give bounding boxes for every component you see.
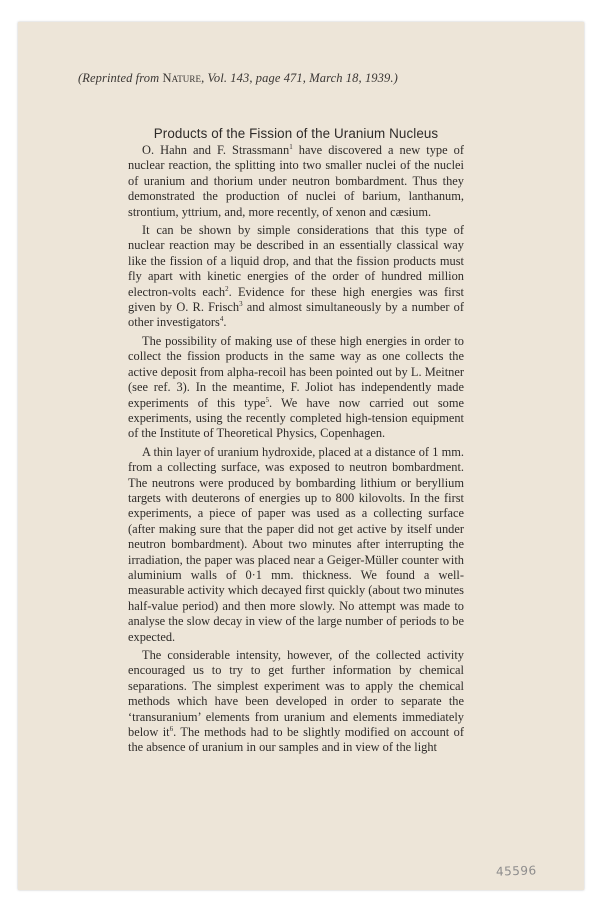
footnote-marker: 6 bbox=[169, 724, 174, 733]
article-paragraph bbox=[128, 334, 464, 442]
handwritten-catalog-number: 45596 bbox=[495, 863, 537, 879]
article-paragraph bbox=[128, 223, 464, 331]
journal-name: Nature bbox=[162, 71, 202, 85]
article-title: Products of the Fission of the Uranium Nucleus bbox=[153, 126, 439, 141]
paragraph-text: and almost simultaneously by a number of other investigators bbox=[128, 300, 464, 330]
reprint-note-volume: , Vol. 143, page 471, March 18, 1939.) bbox=[201, 71, 398, 85]
paragraph-text: . Evidence for these high energies was first given by O. R. Frisch bbox=[128, 284, 464, 315]
footnote-marker: 5 bbox=[265, 395, 270, 404]
paragraph-text: It can be shown by simple considerations that this type of nuclear reaction may be described in an essentially classical way like the fission of a liquid drop, and that the fission products must fly apart with kinetic energies of the order of hundred million electron-volts each bbox=[128, 223, 464, 299]
paragraph-text: . We have now carried out some experiments, using the recently completed high-tension equipment of the Institute of Theoretical Physics, Copenhagen. bbox=[128, 395, 464, 441]
article-paragraph bbox=[128, 648, 464, 756]
paragraph-text: . bbox=[223, 315, 227, 330]
paragraph-text: The possibility of making use of these high energies in order to collect the fission products in the same way as one collects the active deposit from alpha-recoil has been pointed out by L. Meitner (see ref. 3). In the meantime, F. Joliot has independently made experiments of this type bbox=[128, 333, 464, 410]
footnote-marker: 3 bbox=[239, 299, 243, 308]
article-body bbox=[128, 143, 464, 756]
paragraph-text: O. Hahn and F. Strassmann bbox=[142, 143, 290, 157]
paragraph-text: have discovered a new type of nuclear reaction, the splitting into two smaller nuclei of the nuclei of uranium and thorium under neutron bombardment. Thus they demonstrated the production of nuclei of barium, lanthanum, strontium, yttrium, and, more recently, of xenon and cæsium. bbox=[128, 143, 464, 219]
footnote-marker: 2 bbox=[225, 284, 229, 293]
reprint-note bbox=[78, 71, 478, 86]
article-paragraph bbox=[128, 445, 464, 645]
reprint-note-open: (Reprinted from bbox=[78, 71, 163, 85]
footnote-marker: 1 bbox=[289, 142, 293, 151]
article-paragraph bbox=[128, 143, 464, 220]
article bbox=[128, 126, 464, 756]
paragraph-text: The considerable intensity, however, of the collected activity encouraged us to try to get further information by chemical separations. The simplest experiment was to apply the chemical methods which have been developed in order to separate the ‘transuranium’ elements from uranium and elements immediately below it bbox=[128, 648, 464, 740]
footnote-marker: 4 bbox=[219, 315, 224, 324]
paragraph-text: A thin layer of uranium hydroxide, placed at a distance of 1 mm. from a collecting surface, was exposed to neutron bombardment. The neutrons were produced by bombarding lithium or beryllium targets with deuterons of energies up to 800 kilovolts. In the first experiments, a piece of paper was used as a collecting surface (after making sure that the paper did not get active by itself under neutron bombardment). About two minutes after interrupting the irradiation, the paper was placed near a Geiger-Müller counter with aluminium walls of 0·1 mm. thickness. We found a well-measurable activity which decayed first quickly (about two minutes half-value period) and then more slowly. No attempt was made to analyse the slow decay in view of the large number of periods to be expected. bbox=[128, 444, 464, 644]
paragraph-text: . The methods had to be slightly modified on account of the absence of uranium in our samples and in view of the light bbox=[128, 725, 464, 755]
